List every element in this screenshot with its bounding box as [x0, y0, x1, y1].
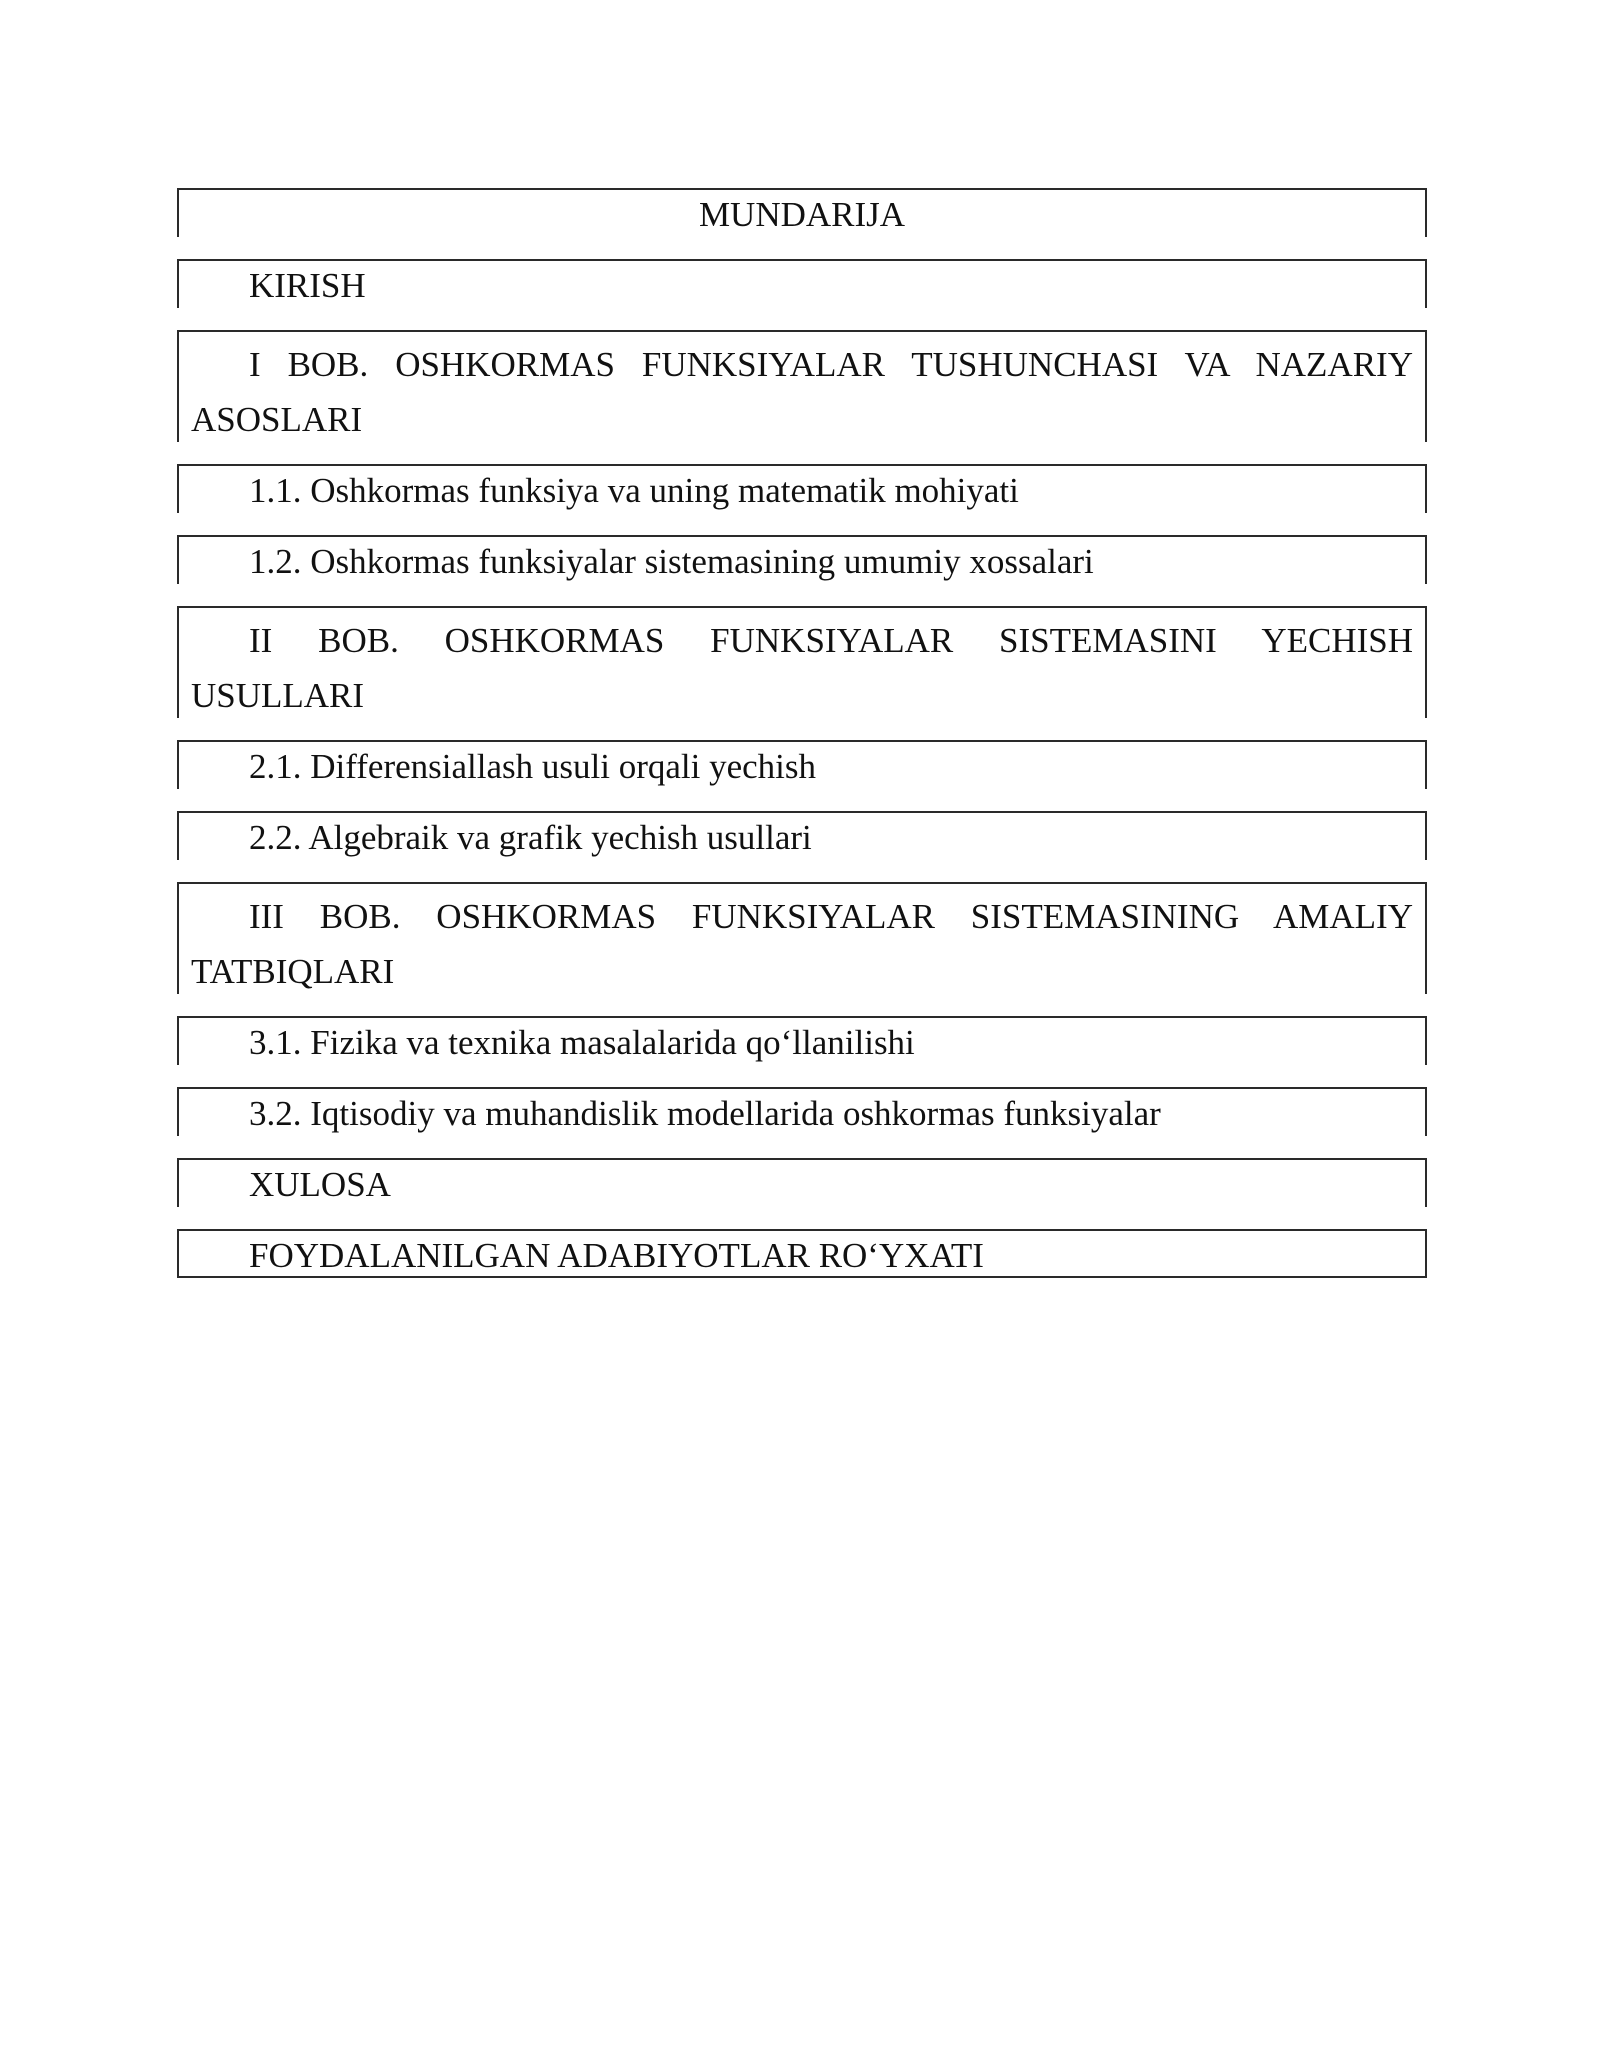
- toc-entry-chapter-2: [177, 606, 1427, 718]
- toc-entry-chapter-3: [177, 882, 1427, 994]
- toc-title: MUNDARIJA: [698, 195, 906, 234]
- toc-chapter-heading-line1: II BOB. OSHKORMAS FUNKSIYALAR SISTEMASINI YECHISH: [249, 621, 1413, 660]
- table-of-contents: [177, 188, 1427, 1300]
- toc-entry-section-1-1: [177, 464, 1427, 513]
- toc-chapter-heading-line1: I BOB. OSHKORMAS FUNKSIYALAR TUSHUNCHASI VA NAZARIY: [249, 345, 1413, 384]
- toc-chapter-heading-line1: III BOB. OSHKORMAS FUNKSIYALAR SISTEMASINING AMALIY: [249, 897, 1413, 936]
- toc-entry-section-3-1: [177, 1016, 1427, 1065]
- toc-entry-chapter-1: [177, 330, 1427, 442]
- toc-entry-text: KIRISH: [249, 266, 366, 305]
- toc-entry-text: XULOSA: [249, 1165, 391, 1204]
- toc-entry-text: 1.1. Oshkormas funksiya va uning matematik mohiyati: [249, 471, 1019, 510]
- toc-title-box: [177, 188, 1427, 237]
- toc-chapter-heading-line2: ASOSLARI: [191, 400, 363, 439]
- toc-entry-section-2-1: [177, 740, 1427, 789]
- toc-chapter-heading-line2: USULLARI: [191, 676, 365, 715]
- toc-entry-section-2-2: [177, 811, 1427, 860]
- toc-entry-section-3-2: [177, 1087, 1427, 1136]
- toc-entry-text: 3.2. Iqtisodiy va muhandislik modellarida oshkormas funksiyalar: [249, 1094, 1161, 1133]
- toc-entry-text: 2.2. Algebraik va grafik yechish usullari: [249, 818, 812, 857]
- toc-entry-section-1-2: [177, 535, 1427, 584]
- toc-entry-xulosa: [177, 1158, 1427, 1207]
- toc-entry-text: 2.1. Differensiallash usuli orqali yechish: [249, 747, 817, 786]
- toc-entry-kirish: [177, 259, 1427, 308]
- toc-entry-text: FOYDALANILGAN ADABIYOTLAR RO‘YXATI: [249, 1236, 984, 1275]
- toc-entry-text: 3.1. Fizika va texnika masalalarida qo‘llanilishi: [249, 1023, 915, 1062]
- toc-entry-text: 1.2. Oshkormas funksiyalar sistemasining umumiy xossalari: [249, 542, 1094, 581]
- toc-chapter-heading-line2: TATBIQLARI: [191, 952, 395, 991]
- toc-entry-references: [177, 1229, 1427, 1278]
